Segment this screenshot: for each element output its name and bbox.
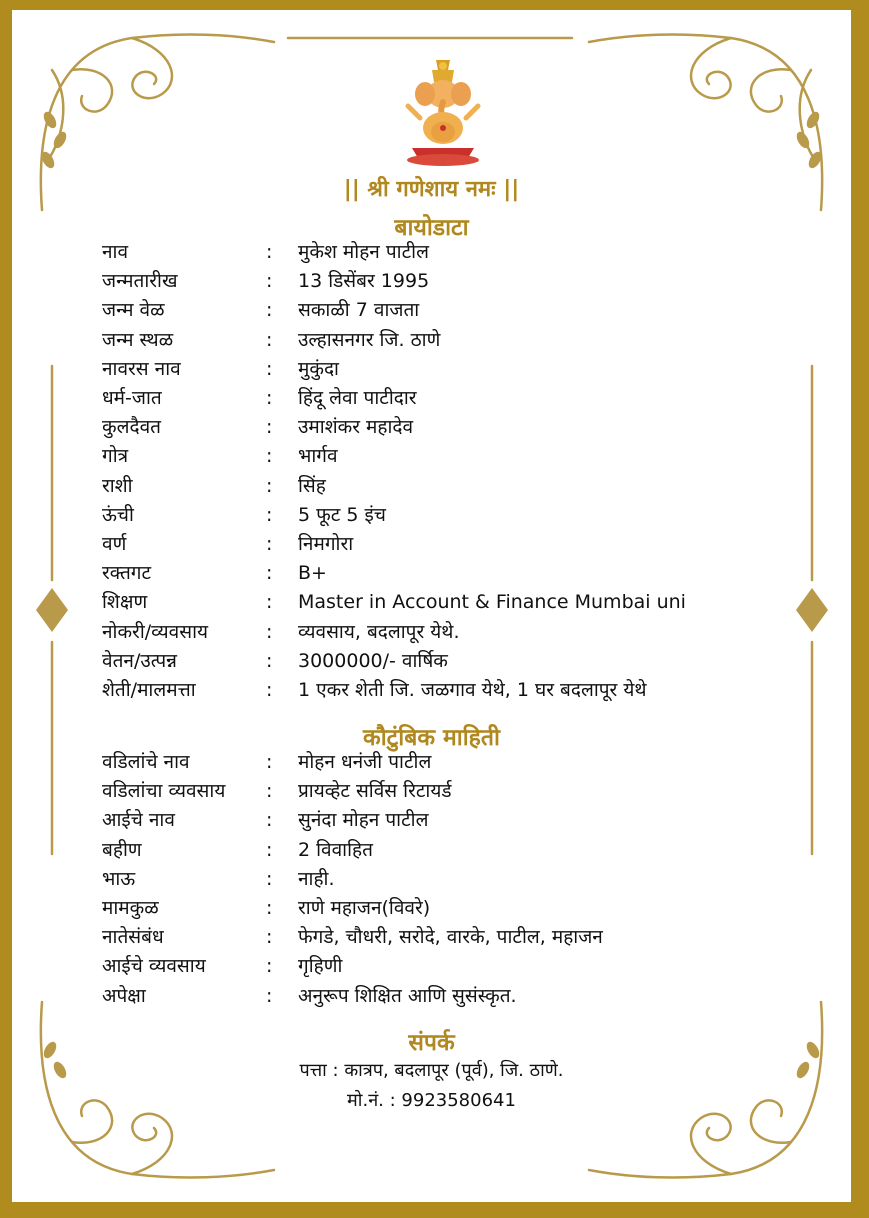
field-separator: : xyxy=(266,474,273,497)
field-label: नातेसंबंध xyxy=(102,926,164,949)
field-label: नोकरी/व्यवसाय xyxy=(102,620,209,643)
field-label: वडिलांचा व्यवसाय xyxy=(102,780,226,803)
field-separator: : xyxy=(266,955,273,978)
field-separator: : xyxy=(266,562,273,585)
field-value: राणे महाजन(विवरे) xyxy=(298,897,431,919)
field-label: आईचे नाव xyxy=(102,809,175,832)
field-value: मोहन धनंजी पाटील xyxy=(298,751,432,773)
field-label: ऊंची xyxy=(102,503,134,526)
field-separator: : xyxy=(266,328,273,351)
family-section-title: कौटुंबिक माहिती xyxy=(363,725,500,751)
field-value: B+ xyxy=(298,562,327,585)
contact-phone: मो.नं. : 9923580641 xyxy=(347,1090,516,1111)
field-label: नाव xyxy=(102,241,129,263)
biodata-title: बायोडाटा xyxy=(394,215,469,241)
field-value: गृहिणी xyxy=(298,955,343,978)
field-separator: : xyxy=(266,503,273,526)
field-separator: : xyxy=(266,780,273,803)
field-label: भाऊ xyxy=(102,867,136,890)
field-separator: : xyxy=(266,416,273,439)
field-separator: : xyxy=(266,649,273,672)
field-value: 13 डिसेंबर 1995 xyxy=(298,270,430,293)
field-value: मुकुंदा xyxy=(298,357,339,380)
field-label: गोत्र xyxy=(102,445,129,468)
field-value: फेगडे, चौधरी, सरोदे, वारके, पाटील, महाजन xyxy=(298,926,603,949)
field-value: हिंदू लेवा पाटीदार xyxy=(298,387,417,409)
field-separator: : xyxy=(266,809,273,832)
field-value: उल्हासनगर जि. ठाणे xyxy=(298,328,441,351)
field-separator: : xyxy=(266,270,273,293)
field-separator: : xyxy=(266,926,273,949)
field-value: सकाळी 7 वाजता xyxy=(298,299,420,322)
field-value: नाही. xyxy=(298,867,335,890)
biodata-card xyxy=(12,10,851,1202)
field-label: अपेक्षा xyxy=(102,984,146,1007)
field-separator: : xyxy=(266,445,273,468)
field-value: Master in Account & Finance Mumbai uni xyxy=(298,591,686,614)
field-label: धर्म-जात xyxy=(102,387,162,409)
field-separator: : xyxy=(266,591,273,614)
field-label: राशी xyxy=(102,474,133,497)
field-value: 1 एकर शेती जि. जळगाव येथे, 1 घर बदलापूर येथे xyxy=(298,679,647,701)
field-label: वर्ण xyxy=(102,533,127,555)
field-value: निमगोरा xyxy=(298,533,354,555)
field-label: आईचे व्यवसाय xyxy=(102,955,206,978)
field-label: कुलदैवत xyxy=(102,416,161,439)
field-separator: : xyxy=(266,299,273,322)
field-label: रक्तगट xyxy=(102,562,152,585)
field-value: व्यवसाय, बदलापूर येथे. xyxy=(298,620,460,643)
field-separator: : xyxy=(266,838,273,861)
field-label: जन्म स्थळ xyxy=(102,328,174,351)
field-value: 3000000/- वार्षिक xyxy=(298,649,448,672)
field-label: वडिलांचे नाव xyxy=(102,751,190,773)
field-label: शिक्षण xyxy=(102,591,148,614)
field-separator: : xyxy=(266,867,273,890)
field-label: नावरस नाव xyxy=(102,357,181,380)
field-label: शेती/मालमत्ता xyxy=(102,679,196,701)
field-separator: : xyxy=(266,387,273,409)
field-label: जन्मतारीख xyxy=(102,270,178,293)
field-separator: : xyxy=(266,357,273,380)
field-separator: : xyxy=(266,533,273,555)
contact-address: पत्ता : कात्रप, बदलापूर (पूर्व), जि. ठाणे. xyxy=(299,1060,564,1081)
field-value: प्रायव्हेट सर्विस रिटायर्ड xyxy=(298,780,452,803)
field-label: बहीण xyxy=(102,838,142,861)
ganesha-icon xyxy=(398,58,488,168)
field-value: सुनंदा मोहन पाटील xyxy=(298,809,429,832)
field-value: मुकेश मोहन पाटील xyxy=(298,241,429,263)
field-separator: : xyxy=(266,751,273,773)
field-separator: : xyxy=(266,679,273,701)
field-value: भार्गव xyxy=(298,445,338,468)
field-value: अनुरूप शिक्षित आणि सुसंस्कृत. xyxy=(298,984,517,1007)
field-separator: : xyxy=(266,620,273,643)
contact-section-title: संपर्क xyxy=(408,1030,455,1056)
field-label: जन्म वेळ xyxy=(102,299,165,322)
field-separator: : xyxy=(266,984,273,1007)
field-value: 2 विवाहित xyxy=(298,838,373,861)
field-separator: : xyxy=(266,897,273,919)
mantra-heading: || श्री गणेशाय नमः || xyxy=(343,177,520,202)
field-label: मामकुळ xyxy=(102,897,159,919)
field-label: वेतन/उत्पन्न xyxy=(102,649,177,672)
field-value: उमाशंकर महादेव xyxy=(298,416,414,439)
field-value: सिंह xyxy=(298,474,326,497)
field-separator: : xyxy=(266,241,273,263)
field-value: 5 फूट 5 इंच xyxy=(298,503,386,526)
